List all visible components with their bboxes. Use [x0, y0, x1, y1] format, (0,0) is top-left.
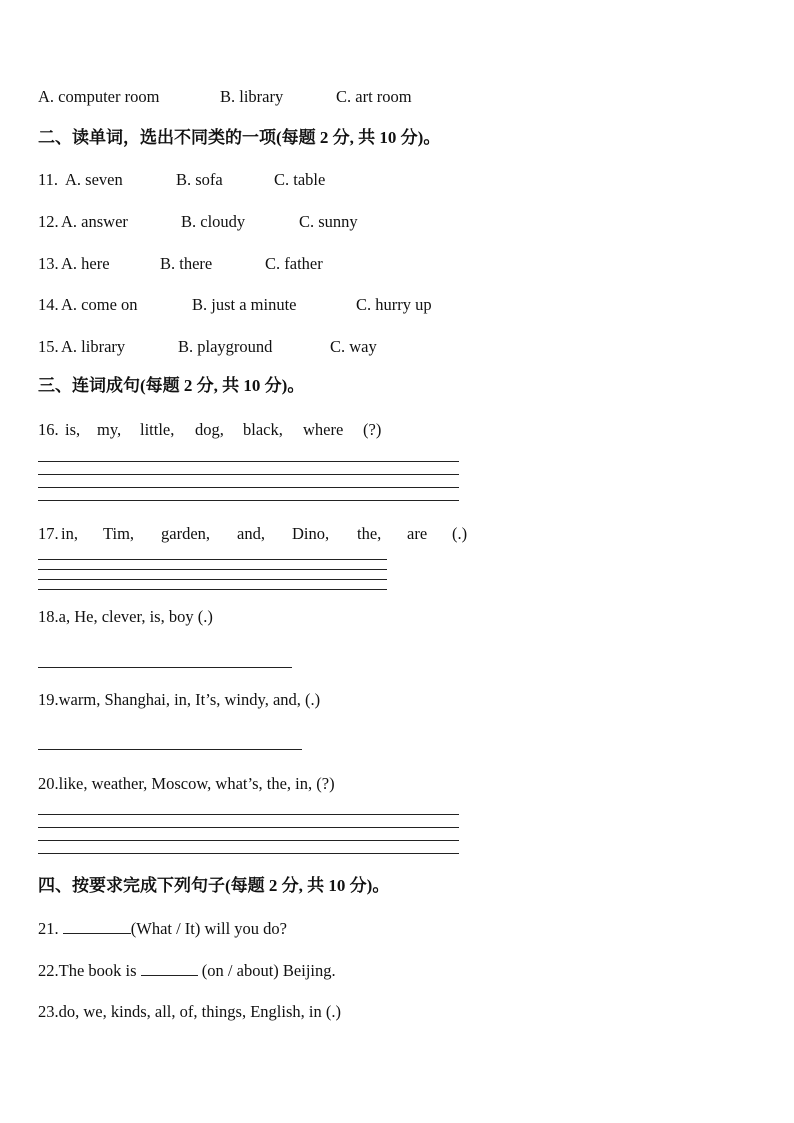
option-a: A. here	[61, 254, 110, 273]
option-c: C. way	[330, 337, 377, 356]
word: and,	[237, 524, 265, 543]
section-4-heading: 四、按要求完成下列句子(每题 2 分, 共 10 分)。	[38, 876, 390, 895]
question-number: 20.	[38, 774, 59, 793]
option-b: B. playground	[178, 337, 273, 356]
answer-line	[38, 589, 387, 590]
question-number: 18.	[38, 607, 59, 626]
question-number: 12.	[38, 212, 59, 231]
answer-line	[38, 579, 387, 580]
option-b: B. just a minute	[192, 295, 297, 314]
section-3-heading: 三、连词成句(每题 2 分, 共 10 分)。	[38, 376, 305, 395]
option-b: B. cloudy	[181, 212, 246, 231]
word: black,	[243, 420, 283, 439]
word: Tim,	[103, 524, 135, 543]
question-text: do, we, kinds, all, of, things, English, in (.)	[58, 1002, 341, 1021]
option-b: B. there	[160, 254, 213, 273]
option-c: C. father	[265, 254, 323, 273]
question-number: 16.	[38, 420, 59, 439]
option-c: C. hurry up	[356, 295, 432, 314]
word: in,	[61, 524, 78, 543]
question-text-after: (on / about) Beijing.	[201, 961, 336, 980]
word: garden,	[161, 524, 211, 543]
option-c: C. table	[274, 170, 326, 189]
word: (.)	[452, 524, 468, 543]
question-number: 13.	[38, 254, 59, 273]
option-a: A. seven	[65, 170, 123, 189]
option-b: B. library	[220, 87, 284, 106]
question-number: 19.	[38, 690, 59, 709]
question-number: 17.	[38, 524, 59, 543]
answer-line	[38, 487, 459, 488]
question-text: like, weather, Moscow, what’s, the, in, (?)	[58, 774, 335, 793]
question-number: 23.	[38, 1002, 59, 1021]
question-number: 11.	[38, 170, 59, 189]
question-22	[38, 961, 336, 981]
word: little,	[140, 420, 175, 439]
question-number: 14.	[38, 295, 59, 314]
question-19	[38, 690, 320, 710]
word: is,	[65, 420, 81, 439]
question-text: warm, Shanghai, in, It’s, windy, and, (.)	[58, 690, 321, 709]
word: Dino,	[292, 524, 330, 543]
option-a: A. library	[61, 337, 126, 356]
word: where	[303, 420, 344, 439]
answer-line	[38, 840, 459, 841]
answer-line	[38, 569, 387, 570]
question-21	[38, 919, 287, 939]
question-23	[38, 1002, 341, 1022]
option-a: A. come on	[61, 295, 138, 314]
word: dog,	[195, 420, 224, 439]
answer-line	[38, 461, 459, 462]
answer-line	[38, 474, 459, 475]
answer-line	[38, 559, 387, 560]
question-number: 22.	[38, 961, 59, 980]
word: my,	[97, 420, 122, 439]
question-number: 15.	[38, 337, 59, 356]
question-18	[38, 607, 213, 627]
question-number: 21.	[38, 919, 59, 938]
answer-line	[38, 827, 459, 828]
question-20	[38, 774, 335, 794]
fill-blank[interactable]	[63, 919, 131, 934]
word: are	[407, 524, 428, 543]
word: (?)	[363, 420, 382, 439]
option-c: C. sunny	[299, 212, 358, 231]
question-text: (What / It) will you do?	[130, 919, 288, 938]
option-a: A. answer	[61, 212, 128, 231]
question-text-before: The book is	[58, 961, 137, 980]
fill-blank[interactable]	[141, 961, 198, 976]
answer-line	[38, 853, 459, 854]
answer-line	[38, 667, 292, 668]
answer-line	[38, 749, 302, 750]
answer-line	[38, 500, 459, 501]
word: the,	[357, 524, 382, 543]
answer-line	[38, 814, 459, 815]
option-c: C. art room	[336, 87, 412, 106]
option-a: A. computer room	[38, 87, 160, 106]
option-b: B. sofa	[176, 170, 223, 189]
question-text: a, He, clever, is, boy (.)	[58, 607, 213, 626]
section-2-heading: 二、读单词，选出不同类的一项(每题 2 分, 共 10 分)。	[38, 128, 441, 147]
